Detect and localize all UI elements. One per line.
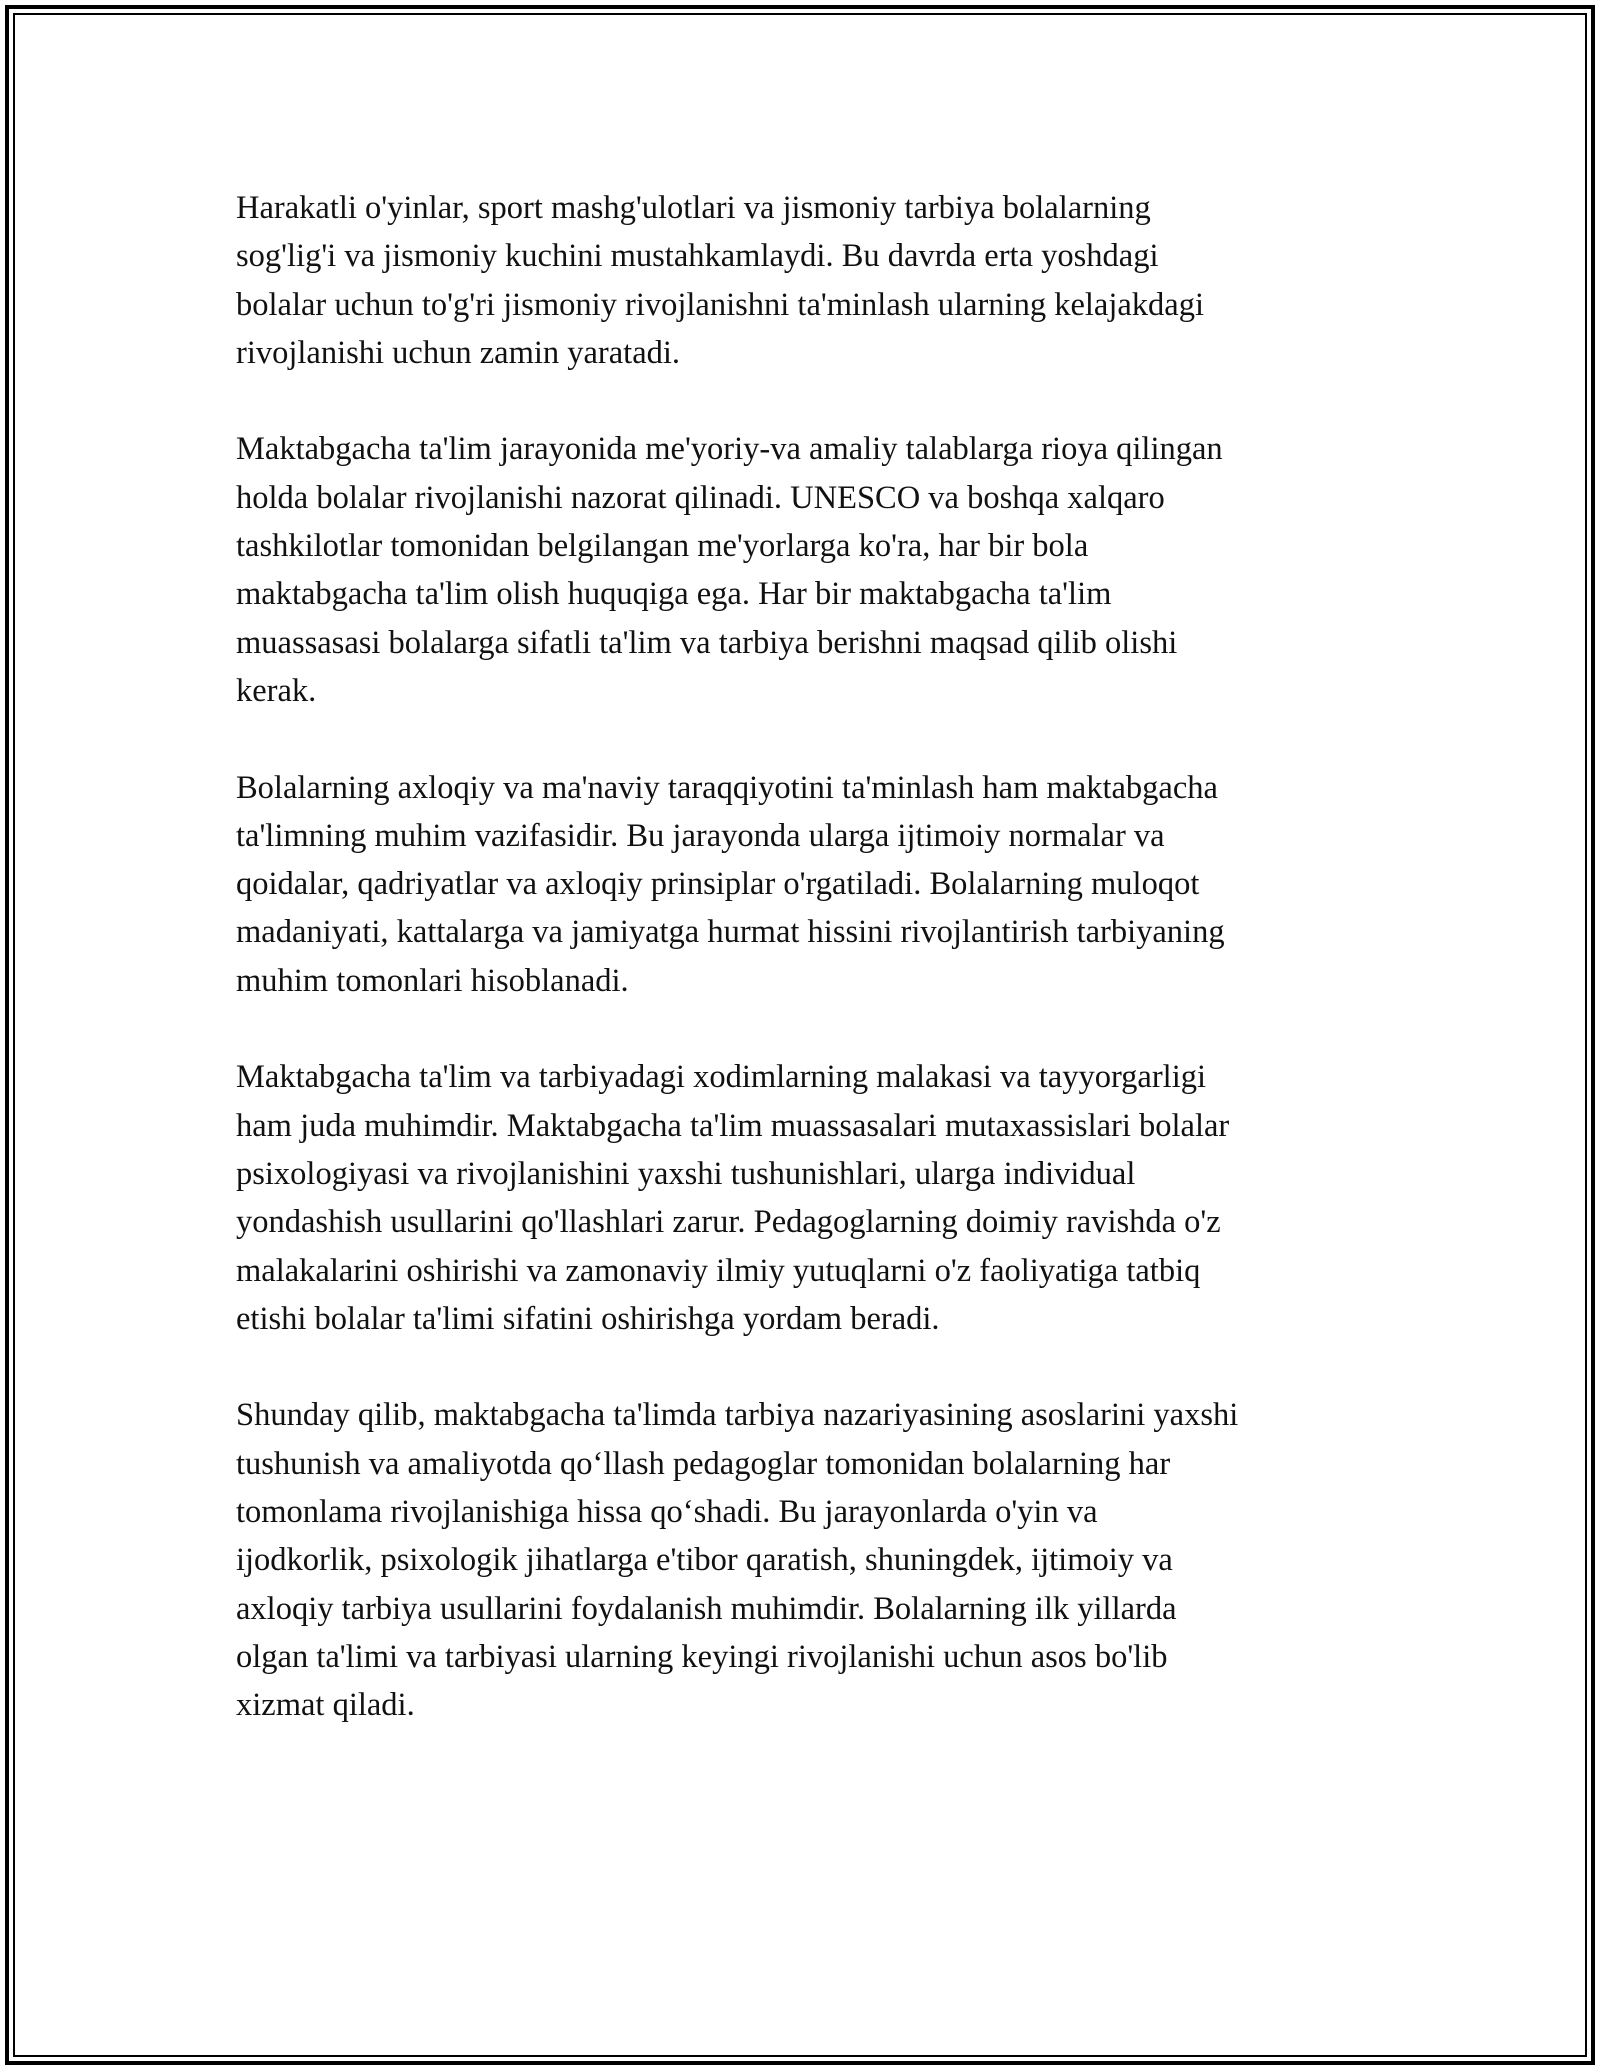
text-line: ta'limning muhim vazifasidir. Bu jarayonda ularga ijtimoiy normalar va [236,817,1165,854]
text-line: psixologiyasi va rivojlanishini yaxshi tushunishlari, ularga individual [236,1155,1136,1192]
text-line: ham juda muhimdir. Maktabgacha ta'lim muassasalari mutaxassislari bolalar [236,1107,1230,1144]
text-line: muhim tomonlari hisoblanadi. [236,962,629,999]
text-line: olgan ta'limi va tarbiyasi ularning keyingi rivojlanishi uchun asos bo'lib [236,1638,1168,1675]
text-line: muassasasi bolalarga sifatli ta'lim va tarbiya berishni maqsad qilib olishi [236,624,1178,661]
text-line: xizmat qiladi. [236,1687,415,1724]
text-line: qoidalar, qadriyatlar va axloqiy prinsiplar o'rgatiladi. Bolalarning muloqot [236,866,1200,903]
paragraph-4 [236,1053,1376,1343]
text-line: tushunish va amaliyotda qo‘llash pedagoglar tomonidan bolalarning har [236,1445,1171,1482]
text-line: bolalar uchun to'g'ri jismoniy rivojlanishni ta'minlash ularning kelajakdagi [236,286,1205,323]
text-line: sog'lig'i va jismoniy kuchini mustahkamlaydi. Bu davrda erta yoshdagi [236,238,1159,275]
text-line: Harakatli o'yinlar, sport mashg'ulotlari va jismoniy tarbiya bolalarning [236,190,1151,226]
text-line: malakalarini oshirishi va zamonaviy ilmiy yutuqlarni o'z faoliyatiga tatbiq [236,1252,1201,1289]
text-line: Maktabgacha ta'lim va tarbiyadagi xodimlarning malakasi va tayyorgarligi [236,1059,1207,1096]
text-line: rivojlanishi uchun zamin yaratadi. [236,334,681,371]
paragraph-3 [236,764,1376,1005]
text-line: tomonlama rivojlanishiga hissa qo‘shadi. Bu jarayonlarda o'yin va [236,1494,1098,1531]
text-line: tashkilotlar tomonidan belgilangan me'yorlarga ko'ra, har bir bola [236,528,1089,565]
text-line: kerak. [236,672,317,709]
paragraph-2 [236,425,1376,715]
text-line: etishi bolalar ta'limi sifatini oshirishga yordam beradi. [236,1300,940,1337]
text-line: holda bolalar rivojlanishi nazorat qilinadi. UNESCO va boshqa xalqaro [236,479,1165,516]
text-line: maktabgacha ta'lim olish huquqiga ega. Har bir maktabgacha ta'lim [236,576,1112,613]
text-line: ijodkorlik, psixologik jihatlarga e'tibor qaratish, shuningdek, ijtimoiy va [236,1542,1173,1579]
text-line: Bolalarning axloqiy va ma'naviy taraqqiyotini ta'minlash ham maktabgacha [236,769,1218,806]
text-line: Shunday qilib, maktabgacha ta'limda tarbiya nazariyasining asoslarini yaxshi [236,1397,1239,1434]
text-line: axloqiy tarbiya usullarini foydalanish muhimdir. Bolalarning ilk yillarda [236,1590,1177,1627]
text-line: Maktabgacha ta'lim jarayonida me'yoriy-va amaliy talablarga rioya qilingan [236,431,1223,468]
text-line: yondashish usullarini qo'llashlari zarur. Pedagoglarning doimiy ravishda o'z [236,1204,1221,1241]
paragraph-5 [236,1391,1376,1729]
paragraph-1 [236,184,1376,377]
text-line: madaniyati, kattalarga va jamiyatga hurmat hissini rivojlantirish tarbiyaning [236,914,1225,951]
document-body [236,184,1376,1778]
